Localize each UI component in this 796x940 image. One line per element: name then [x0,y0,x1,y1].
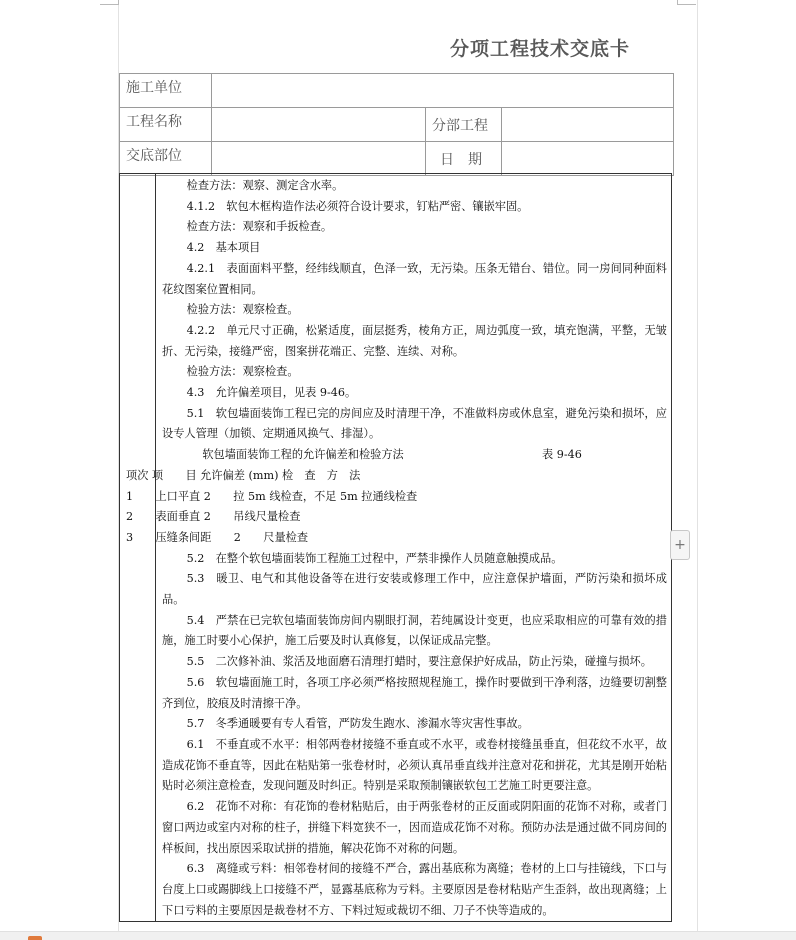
paragraph [162,300,667,321]
paragraph [162,259,667,300]
handover-location-value[interactable] [212,142,426,176]
paragraph-text: 项次 项 目 允许偏差 (mm) 检 查 方 法 [126,468,361,482]
table-row [126,466,667,487]
paragraph [162,176,667,197]
paragraph-text: 5.6 软包墙面施工时，各项工序必须严格按照规程施工，操作时要做到干净利落，边缝要切割整齐到位，胶痕及时清擦干净。 [162,675,667,710]
subpart-label: 分部工程 [426,108,502,142]
paragraph-text: 6.3 离缝或亏料：相邻卷材间的接缝不严合，露出基底称为离缝；卷材的上口与挂镜线，下口与台度上口或踢脚线上口接缝不严，显露基底称为亏料。主要原因是卷材粘贴产生歪斜，故出现离缝；上下口亏料的主要原因是裁卷材不方、下料过短或裁切不细、刀子不快等造成的。 [162,862,667,917]
paragraph [162,197,667,218]
page-right-edge [697,0,698,940]
subpart-value[interactable] [502,108,674,142]
project-name-value[interactable] [212,108,426,142]
paragraph [162,673,667,714]
table-row [126,507,667,528]
date-value[interactable] [502,142,674,176]
handover-location-label: 交底部位 [120,142,212,176]
paragraph-text: 5.1 软包墙面装饰工程已完的房间应及时清理干净，不准做料房或休息室，避免污染和损坏，应设专人管理（加锁、定期通风换气、排湿）。 [162,406,667,441]
paragraph [162,238,667,259]
paragraph [162,217,667,238]
paragraph-text: 4.1.2 软包木框构造作法必须符合设计要求，钉粘严密、镶嵌牢固。 [186,199,529,213]
paragraph-text: 5.5 二次修补油、浆活及地面磨石清理打蜡时，要注意保护好成品，防止污染，碰撞与损坏。 [186,655,652,669]
paragraph [162,549,667,570]
construction-unit-value[interactable] [212,74,674,108]
header-table [119,73,674,176]
content-box [119,173,672,922]
paragraph [162,652,667,673]
table-number: 表 9-46 [542,448,582,462]
construction-unit-label: 施工单位 [120,74,212,108]
paragraph-text: 6.2 花饰不对称：有花饰的卷材粘贴后，由于两张卷材的正反面或阴阳面的花饰不对称，或者门窗口两边或室内对称的柱子，拼缝下料宽狭不一，因而造成花饰不对称。预防办法是通过做不同房间的样板间，找出原因采取试拼的措施，解决花饰不对称的问题。 [162,800,667,855]
paragraph [162,797,667,859]
paragraph-text: 4.2.2 单元尺寸正确，松紧适度，面层挺秀，棱角方正，周边弧度一致，填充饱满，平整，无皱折、无污染，接缝严密，图案拼花端正、完整、连续、对称。 [162,323,667,358]
paragraph-text: 2 表面垂直 2 吊线尺量检查 [126,510,301,524]
paragraph-text: 检查方法：观察、测定含水率。 [186,179,344,192]
table-row [126,487,667,508]
table-row [126,528,667,549]
paragraph [162,404,667,445]
document-body [126,176,667,921]
paragraph [162,362,667,383]
project-name-label: 工程名称 [120,108,212,142]
bottom-scroll-bar[interactable] [0,931,796,940]
crop-mark-top-right [677,0,696,5]
plus-icon: + [674,537,686,553]
paragraph-text: 4.2 基本项目 [186,241,261,255]
paragraph-text: 5.2 在整个软包墙面装饰工程施工过程中，严禁非操作人员随意触摸成品。 [186,551,563,565]
paragraph [162,859,667,921]
date-label: 日 期 [426,142,502,176]
paragraph-text: 检验方法：观察检查。 [186,365,299,379]
paragraph [162,383,667,404]
expand-button[interactable] [670,530,690,560]
paragraph [162,569,667,610]
table-caption [162,445,667,466]
paragraph-text: 3 压缝条间距 2 尺量检查 [126,530,309,544]
paragraph-text: 5.4 严禁在已完软包墙面装饰房间内剔眼打洞，若纯属设计变更，也应采取相应的可靠有效的措施，施工时要小心保护，施工后要及时认真修复，以保证成品完整。 [162,613,667,648]
paragraph-text: 4.3 允许偏差项目，见表 9-46。 [186,386,357,400]
paragraph-text: 软包墙面装饰工程的允许偏差和检验方法 [202,448,404,462]
bottom-indicator [28,936,42,940]
paragraph-text: 5.7 冬季通暖要有专人看管，严防发生跑水、渗漏水等灾害性事故。 [186,717,529,731]
paragraph-text: 5.3 暖卫、电气和其他设备等在进行安装或修理工作中，应注意保护墙面，严防污染和损坏成品。 [162,572,667,607]
paragraph [162,735,667,797]
paragraph [162,321,667,362]
page-title: 分项工程技术交底卡 [449,38,630,60]
paragraph-text: 检查方法：观察和手扳检查。 [186,220,333,234]
paragraph-text: 4.2.1 表面面料平整，经纬线顺直，色泽一致，无污染。压条无错台、错位。同一房间同种面料花纹图案位置相同。 [162,261,667,296]
paragraph-text: 6.1 不垂直或不水平：相邻两卷材接缝不垂直或不水平，或卷材接缝虽垂直，但花纹不水平，故造成花饰不垂直等，因此在粘贴第一张卷材时，必须认真吊垂直线并注意对花和拼花，尤其是刚开始粘贴时必须注意检查，发现问题及时纠正。特别是采取预制镶嵌软包工艺施工时更要注意。 [162,737,667,793]
paragraph [162,714,667,735]
paragraph [162,611,667,652]
paragraph-text: 检验方法：观察检查。 [186,303,299,317]
paragraph-text: 1 上口平直 2 拉 5m 线检查，不足 5m 拉通线检查 [126,489,418,503]
crop-mark-top-left [100,0,119,5]
